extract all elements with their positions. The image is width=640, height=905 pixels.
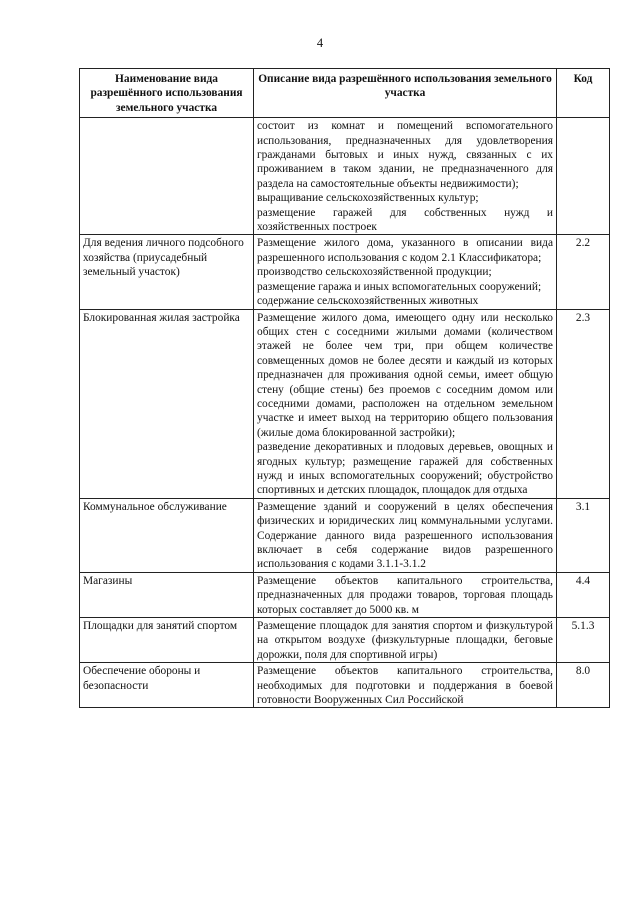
- row-description: [254, 663, 557, 708]
- row-code: 3.1: [557, 498, 610, 572]
- header-name: Наименование вида разрешённого использования земельного участка: [80, 69, 254, 118]
- row-name: [80, 118, 254, 235]
- description-paragraph: разведение декоративных и плодовых деревьев, овощных и ягодных культур; размещение гаражей для собственных нужд и иных вспомогательных сооружений; обустройство спортивных и детских площадок, площадок для отдыха: [257, 441, 553, 497]
- description-paragraph: размещение гаражей для собственных нужд и хозяйственных построек: [257, 206, 553, 234]
- description-paragraph: Размещение зданий и сооружений в целях обеспечения физических и юридических лиц коммунальными услугами. Содержание данного вида разрешенного использования включает в себя содержание видов разрешенного использования с кодами 3.1.1-3.1.2: [257, 500, 553, 571]
- page-number: 4: [316, 36, 324, 50]
- row-code: 2.2: [557, 235, 610, 309]
- row-name: Площадки для занятий спортом: [80, 618, 254, 663]
- row-code: 2.3: [557, 309, 610, 498]
- description-paragraph: Размещение объектов капитального строительства, предназначенных для продажи товаров, торговая площадь которых составляет до 5000 кв. м: [257, 574, 553, 616]
- row-description: [254, 572, 557, 617]
- description-paragraph: Размещение жилого дома, имеющего одну или несколько общих стен с соседними жилыми домами (количеством этажей не более чем три, при общем количестве совмещенных домов не более десяти и каждый из которых предназначен для проживания одной семьи, имеет общую стену (общие стены) без проемов с соседним домом или соседними домами, расположен на отдельном земельном участке и имеет выход на территорию общего пользования (жилые дома блокированной застройки);: [257, 311, 553, 439]
- row-name: Блокированная жилая застройка: [80, 309, 254, 498]
- row-code: 5.1.3: [557, 618, 610, 663]
- description-paragraph: Размещение жилого дома, указанного в описании вида разрешенного использования с кодом 2.1 Классификатора;: [257, 237, 553, 264]
- table-header-row: [80, 69, 610, 118]
- row-code: 8.0: [557, 663, 610, 708]
- description-paragraph: Размещение объектов капитального строительства, необходимых для подготовки и поддержания в боевой готовности Вооруженных Сил Российской: [257, 665, 553, 707]
- table-row: [80, 618, 610, 663]
- description-paragraph: производство сельскохозяйственной продукции;: [257, 266, 492, 279]
- table-row: [80, 498, 610, 572]
- description-paragraph: Размещение площадок для занятия спортом и физкультурой на открытом воздухе (физкультурные площадки, беговые дорожки, поля для спортивной игры): [257, 620, 553, 661]
- row-description: [254, 618, 557, 663]
- header-code: Код: [557, 69, 610, 118]
- table-row: [80, 309, 610, 498]
- row-name: Коммунальное обслуживание: [80, 498, 254, 572]
- row-description: [254, 118, 557, 235]
- table-row: [80, 572, 610, 617]
- table-row: [80, 663, 610, 708]
- row-name: Для ведения личного подсобного хозяйства (приусадебный земельный участок): [80, 235, 254, 309]
- land-use-table: [79, 68, 610, 708]
- table-row: [80, 235, 610, 309]
- row-name: Обеспечение обороны и безопасности: [80, 663, 254, 708]
- row-code: [557, 118, 610, 235]
- row-description: [254, 309, 557, 498]
- table-row: [80, 118, 610, 235]
- row-code: 4.4: [557, 572, 610, 617]
- description-paragraph: состоит из комнат и помещений вспомогательного использования, предназначенных для удовлетворения гражданами бытовых и иных нужд, связанных с их проживанием в таком здании, не предназначенного для раздела на самостоятельные объекты недвижимости);: [257, 120, 553, 190]
- description-paragraph: содержание сельскохозяйственных животных: [257, 295, 479, 308]
- description-paragraph: выращивание сельскохозяйственных культур;: [257, 192, 479, 205]
- description-paragraph: размещение гаража и иных вспомогательных сооружений;: [257, 280, 542, 293]
- header-description: Описание вида разрешённого использования земельного участка: [254, 69, 557, 118]
- row-description: [254, 235, 557, 309]
- row-name: Магазины: [80, 572, 254, 617]
- row-description: [254, 498, 557, 572]
